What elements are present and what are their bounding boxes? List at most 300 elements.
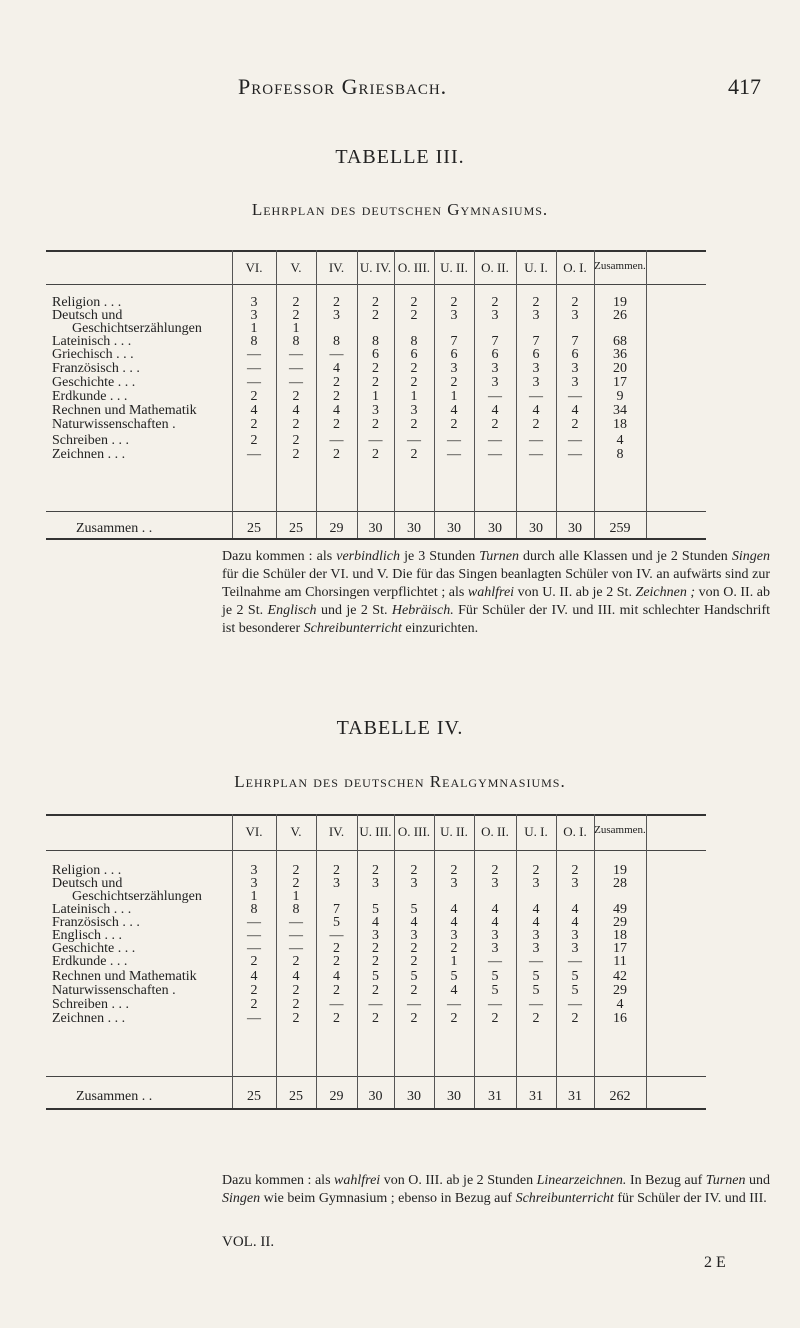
table3-cell: — [247, 375, 261, 390]
table3-cell: 8 [616, 447, 624, 462]
table4-column-header: O. I. [563, 824, 587, 839]
table4-cell: 4 [450, 983, 458, 998]
table4-cell: 4 [333, 969, 340, 984]
table4-cell: 5 [532, 983, 540, 998]
table4-cell: — [289, 941, 303, 956]
table3-column-header: V. [290, 260, 302, 275]
table4-cell: 18 [613, 928, 627, 943]
table4-cell: 3 [491, 876, 499, 891]
table4-cell: — [568, 997, 582, 1012]
table4-cell: 5 [571, 983, 579, 998]
table4-header-rule [46, 850, 706, 851]
table4-cell: 28 [613, 876, 627, 891]
note-emphasis: Singen [731, 549, 770, 564]
table3-cell: 2 [410, 308, 418, 323]
table3-cell: 3 [333, 308, 340, 323]
table3-cell: 4 [250, 403, 258, 418]
table4-column-header: U. III. [359, 824, 392, 839]
table3-cell: 8 [410, 334, 418, 349]
table3-cell: — [247, 447, 261, 462]
table4-cell: — [529, 954, 543, 969]
table3-column-header: IV. [328, 260, 345, 275]
table3-cell: — [488, 389, 502, 404]
table4-cell: 5 [333, 915, 340, 930]
table3-row-label: Deutsch und [52, 308, 123, 323]
table3-cell: 3 [532, 308, 540, 323]
table4-cell: 2 [372, 863, 379, 878]
table4-cell: — [329, 997, 344, 1012]
table3-bottom-rule [46, 538, 706, 540]
table3-cell: — [447, 433, 461, 448]
table4-cell: 2 [250, 954, 258, 969]
table3-cell: 1 [372, 389, 379, 404]
table3-cell: 2 [372, 447, 379, 462]
table4-row-label: Deutsch und [52, 876, 123, 891]
table4-cell: 4 [372, 915, 379, 930]
table3-cell: 6 [372, 347, 379, 362]
table4-cell: 11 [613, 954, 627, 969]
table3-cell: 3 [410, 403, 418, 418]
signature-mark: 2 E [704, 1254, 726, 1271]
table3-header-rule [46, 284, 706, 285]
table4-cell: 5 [410, 902, 418, 917]
table4-cell: — [247, 941, 261, 956]
table4-cell: 2 [450, 863, 458, 878]
table4-cell: 1 [450, 954, 458, 969]
table4-total-cell: 31 [568, 1089, 582, 1104]
table4-cell: 2 [410, 954, 418, 969]
table4-cell: 17 [613, 941, 627, 956]
table3-cell: 3 [571, 361, 579, 376]
note-emphasis: wahlfrei [467, 585, 515, 600]
table4-cell: 2 [333, 983, 340, 998]
table3-note [222, 548, 770, 638]
table4-cell: 42 [613, 969, 627, 984]
table4-cell: 2 [372, 983, 379, 998]
table4-total-cell: 30 [368, 1089, 383, 1104]
table3-total-cell: 30 [529, 521, 543, 536]
table3-cell: 2 [372, 308, 379, 323]
table3-total-cell: 30 [568, 521, 582, 536]
table3-cell: — [407, 433, 421, 448]
table4-cell: 3 [532, 941, 540, 956]
note-text: von O. III. ab je 2 Stunden [380, 1173, 537, 1188]
table4-cell: 5 [532, 969, 540, 984]
table3-cell: 2 [372, 295, 379, 310]
table3-cell: 2 [410, 361, 418, 376]
note-emphasis: Singen [222, 1191, 261, 1206]
table4-cell: 2 [372, 954, 379, 969]
running-title: Professor Griesbach. [238, 74, 448, 99]
table4-cell: 3 [571, 941, 579, 956]
table4-row-label: Englisch . . . [52, 928, 122, 943]
table4-cell: — [247, 928, 261, 943]
table4-cell: 2 [491, 1011, 499, 1026]
table3-cell: 6 [491, 347, 499, 362]
table3-cell: 1 [450, 389, 458, 404]
table4-cell: 3 [571, 876, 579, 891]
table4-cell: — [247, 1011, 261, 1026]
table3-cell: 2 [532, 417, 540, 432]
table3-cell: 2 [333, 417, 340, 432]
table4-column-header: U. I. [524, 824, 548, 839]
table3-cell: 3 [571, 375, 579, 390]
table3-cell: — [289, 361, 303, 376]
table4-cell: — [407, 997, 421, 1012]
table3-cell: 26 [613, 308, 627, 323]
table3-cell: 4 [616, 433, 624, 448]
table4-cell: 3 [410, 928, 418, 943]
table3-top-rule [46, 250, 706, 252]
table3-cell: 2 [292, 417, 300, 432]
table4-cell: 3 [532, 876, 540, 891]
table4-title: TABELLE IV. [336, 717, 464, 739]
table4-total-cell: 262 [609, 1089, 631, 1104]
table4-cell: 2 [571, 863, 579, 878]
table3-cell: 4 [333, 361, 340, 376]
table3-total-label: Zusammen . . [76, 521, 153, 536]
table4-cell: 29 [613, 983, 627, 998]
table4-cell: 2 [333, 863, 340, 878]
table4-cell: 3 [250, 876, 258, 891]
table4-row-label: Zeichnen . . . [52, 1011, 126, 1026]
table4-row-label: Geschichte . . . [52, 941, 136, 956]
table4-row-label: Schreiben . . . [52, 997, 129, 1012]
note-text: wie beim Gymnasium ; ebenso in Bezug auf [260, 1191, 516, 1206]
table3-cell: 3 [372, 403, 379, 418]
table4-total-rule [46, 1076, 706, 1077]
table4-cell: 2 [410, 1011, 418, 1026]
table3-column-header: O. II. [481, 260, 509, 275]
note-text: durch alle Klassen und je 2 Stunden [518, 549, 732, 564]
table4-bottom-rule [46, 1108, 706, 1110]
table4-cell: 16 [613, 1011, 627, 1026]
table4-column-header: VI. [245, 824, 263, 839]
table4-cell: 5 [491, 969, 499, 984]
table3-cell: 8 [333, 334, 340, 349]
table4-row-label: Geschichtserzählungen [72, 889, 202, 904]
table4-cell: 19 [613, 863, 627, 878]
table4-cell: 3 [450, 876, 458, 891]
table3-row-label: Rechnen und Mathematik [52, 403, 197, 418]
table4-cell: 4 [491, 915, 499, 930]
table3-cell: — [529, 447, 543, 462]
note-emphasis: Schreibunterricht [515, 1191, 614, 1206]
table3-column-header: Zusammen. [594, 260, 646, 272]
table3-cell: 2 [410, 417, 418, 432]
table4-cell: 3 [250, 863, 258, 878]
table3-cell: 3 [491, 361, 499, 376]
note-emphasis: Schreibunterricht [303, 621, 402, 636]
note-emphasis: Englisch [267, 603, 317, 618]
table3-total-cell: 25 [247, 521, 261, 536]
note-text: für Schüler der IV. und III. [613, 1191, 767, 1206]
note-text: Dazu kommen : als [222, 1173, 335, 1188]
table4-cell: — [488, 954, 502, 969]
table4-cell: — [289, 915, 303, 930]
table3-cell: 2 [250, 417, 258, 432]
table3-cell: 2 [532, 295, 540, 310]
table4-cell: 2 [292, 954, 300, 969]
table4-total-cell: 30 [407, 1089, 421, 1104]
table4-cell: 4 [616, 997, 624, 1012]
table3-cell: 1 [410, 389, 418, 404]
table4-cell: 5 [410, 969, 418, 984]
table3-cell: — [247, 347, 261, 362]
table3-column-header: U. I. [524, 260, 548, 275]
table3-cell: 8 [372, 334, 379, 349]
table3-row-label: Lateinisch . . . [52, 334, 132, 349]
table3-cell: 2 [491, 295, 499, 310]
table3-column-header: U. II. [440, 260, 468, 275]
table3-column-header: U. IV. [359, 260, 392, 275]
table3-cell: 2 [333, 295, 340, 310]
table4-cell: 2 [292, 876, 300, 891]
table3-row-label: Zeichnen . . . [52, 447, 126, 462]
table3-cell: 2 [372, 361, 379, 376]
table3-cell: — [488, 447, 502, 462]
table4-cell: 4 [250, 969, 258, 984]
table4-cell: 2 [450, 941, 458, 956]
table4-total-cell: 31 [529, 1089, 543, 1104]
table4-column-header: V. [290, 824, 302, 839]
table3-cell: 4 [532, 403, 540, 418]
running-head [0, 74, 800, 104]
table4-cell: 2 [532, 1011, 540, 1026]
table3-cell: 2 [333, 389, 340, 404]
table4-cell: 2 [333, 954, 340, 969]
table4-cell: 5 [372, 902, 379, 917]
table3-total-cell: 29 [329, 521, 344, 536]
table3-cell: 2 [292, 447, 300, 462]
table4-cell: — [247, 915, 261, 930]
table3-cell: 3 [491, 308, 499, 323]
table3-cell: 2 [491, 417, 499, 432]
table3-cell: 2 [333, 447, 340, 462]
table3-cell: 7 [532, 334, 540, 349]
table4-cell: — [529, 997, 543, 1012]
note-text: je 3 Stunden [400, 549, 480, 564]
table4-cell: 3 [410, 876, 418, 891]
table3-cell: 2 [250, 433, 258, 448]
table4-cell: 2 [292, 1011, 300, 1026]
table4-cell: 2 [571, 1011, 579, 1026]
table3-subtitle: Lehrplan des deutschen Gymnasiums. [251, 200, 549, 219]
table4-row-label: Religion . . . [52, 863, 122, 878]
table3-cell: 20 [613, 361, 627, 376]
table4-column-header: IV. [328, 824, 345, 839]
table3-cell: 34 [613, 403, 627, 418]
note-text: für die Schüler der VI. und V. Die für das Singen beanlagten Schüler von IV. an aufwärts sind zur Teilnahme am Chorsingen verpflichtet ; als [222, 567, 770, 600]
table3-row-label: Griechisch . . . [52, 347, 134, 362]
table3-total-cell: 25 [289, 521, 303, 536]
table3-total-cell: 259 [609, 521, 631, 536]
table3-cell: 8 [292, 334, 300, 349]
note-text: Für Schüler der IV. und III. mit schlechter Handschrift ist besonderer [222, 603, 770, 636]
table3-cell: 2 [372, 417, 379, 432]
note-text: und je 2 St. [316, 603, 392, 618]
table3-total-cell: 30 [368, 521, 383, 536]
table4-total-cell: 31 [488, 1089, 502, 1104]
table3-cell: 2 [372, 375, 379, 390]
table3-cell: 2 [410, 447, 418, 462]
table3-cell: 4 [450, 403, 458, 418]
table3-cell: 2 [292, 295, 300, 310]
table4-cell: 4 [491, 902, 499, 917]
table3-cell: — [329, 347, 344, 362]
table4-cell: 8 [250, 902, 258, 917]
table4-cell: 3 [571, 928, 579, 943]
table4-cell: 2 [372, 1011, 379, 1026]
table4-cell: — [289, 928, 303, 943]
table3-cell: 4 [491, 403, 499, 418]
table4-cell: 1 [250, 889, 258, 904]
table3-column-header: O. III. [397, 260, 431, 275]
table4-cell: 3 [491, 941, 499, 956]
table4-cell: 2 [372, 941, 379, 956]
table3-total-cell: 30 [488, 521, 502, 536]
table4-cell: — [488, 997, 502, 1012]
table3-cell: — [447, 447, 461, 462]
table4-cell: 5 [372, 969, 379, 984]
table4-cell: 4 [292, 969, 300, 984]
table3-cell: 3 [532, 361, 540, 376]
table4-cell: 4 [532, 915, 540, 930]
table4-cell: 3 [532, 928, 540, 943]
table3-cell: 3 [571, 308, 579, 323]
table4-cell: 49 [613, 902, 627, 917]
table3-cell: — [368, 433, 383, 448]
table4-cell: 3 [372, 928, 379, 943]
table4-cell: 2 [250, 983, 258, 998]
table3-cell: — [529, 433, 543, 448]
table4-cell: 8 [292, 902, 300, 917]
table4-cell: 29 [613, 915, 627, 930]
table3-cell: 17 [613, 375, 627, 390]
table3-cell: 4 [292, 403, 300, 418]
table4-cell: — [329, 928, 344, 943]
table3-cell: 4 [333, 403, 340, 418]
note-text: und [745, 1173, 770, 1188]
table3-cell: 1 [292, 321, 300, 336]
table4-column-header: U. II. [440, 824, 468, 839]
table4-total-label: Zusammen . . [76, 1089, 153, 1104]
table4-total-cell: 25 [247, 1089, 261, 1104]
table3-column-header: O. I. [563, 260, 587, 275]
table3-cell: 7 [571, 334, 579, 349]
table3-cell: — [488, 433, 502, 448]
note-text: von O. II. ab je 2 St. [222, 585, 770, 618]
table3-cell: 68 [613, 334, 627, 349]
table4-cell: 2 [410, 983, 418, 998]
table4-cell: 5 [491, 983, 499, 998]
table3-cell: 7 [491, 334, 499, 349]
table4-cell: 4 [450, 915, 458, 930]
table3-row-label: Religion . . . [52, 295, 122, 310]
table3-cell: 6 [532, 347, 540, 362]
table3-cell: 3 [450, 361, 458, 376]
table4-cell: 2 [491, 863, 499, 878]
note-text: In Bezug auf [626, 1173, 706, 1188]
table4-cell: 2 [410, 863, 418, 878]
table3-row-label: Erdkunde . . . [52, 389, 128, 404]
table3-row-label: Geschichte . . . [52, 375, 136, 390]
table3-cell: — [329, 433, 344, 448]
table4-cell: — [368, 997, 383, 1012]
table4-total-cell: 25 [289, 1089, 303, 1104]
table4-row-label: Rechnen und Mathematik [52, 969, 197, 984]
table3-cell: 3 [250, 295, 258, 310]
table3-cell: 19 [613, 295, 627, 310]
table4-cell: — [447, 997, 461, 1012]
note-text: einzurichten. [401, 621, 479, 636]
table3-total-cell: 30 [407, 521, 421, 536]
table4-cell: 5 [450, 969, 458, 984]
table3-cell: — [247, 361, 261, 376]
table3-row-label: Französisch . . . [52, 361, 140, 376]
table4-row-label: Naturwissenschaften . [52, 983, 176, 998]
table3-cell: 2 [450, 417, 458, 432]
table3-cell: 9 [616, 389, 624, 404]
table4-cell: 3 [450, 928, 458, 943]
page-number: 417 [728, 74, 761, 99]
note-emphasis: wahlfrei [334, 1173, 381, 1188]
table4-top-rule [46, 814, 706, 816]
table3-cell: 36 [613, 347, 627, 362]
table4-cell: 2 [333, 941, 340, 956]
table4-cell: 2 [410, 941, 418, 956]
volume-label: VOL. II. [222, 1234, 275, 1250]
table3-row-label: Naturwissenschaften . [52, 417, 176, 432]
note-emphasis: Zeichnen ; [635, 585, 696, 600]
table4-row-label: Französisch . . . [52, 915, 140, 930]
table4-cell: 4 [571, 915, 579, 930]
table3-cell: 6 [410, 347, 418, 362]
table3-cell: 6 [571, 347, 579, 362]
table3-cell: — [568, 433, 582, 448]
table3-cell: 8 [250, 334, 258, 349]
table3-cell: 3 [532, 375, 540, 390]
table4-cell: 5 [571, 969, 579, 984]
table4-cell: 4 [571, 902, 579, 917]
table3-cell: — [568, 447, 582, 462]
table4-column-header: O. II. [481, 824, 509, 839]
table4-cell: 2 [250, 997, 258, 1012]
table3-row-label: Geschichtserzählungen [72, 321, 202, 336]
table3-cell: 3 [491, 375, 499, 390]
table4-cell: 2 [292, 863, 300, 878]
table4-row-label: Erdkunde . . . [52, 954, 128, 969]
table3-cell: 2 [410, 295, 418, 310]
note-emphasis: Linearzeichnen. [536, 1173, 627, 1188]
table3-column-header: VI. [245, 260, 263, 275]
table4-column-header: O. III. [397, 824, 431, 839]
table4-cell: 3 [491, 928, 499, 943]
table3-cell: 2 [571, 417, 579, 432]
table3-cell: 4 [571, 403, 579, 418]
table4-cell: 3 [372, 876, 379, 891]
table3-cell: 3 [250, 308, 258, 323]
table3-cell: 2 [250, 389, 258, 404]
note-text: von U. II. ab je 2 St. [514, 585, 636, 600]
note-text: Dazu kommen : als [222, 549, 337, 564]
table3-cell: — [568, 389, 582, 404]
table3-cell: 2 [571, 295, 579, 310]
table4-note [222, 1172, 770, 1208]
table3-title: TABELLE III. [335, 146, 465, 168]
table3-cell: 2 [410, 375, 418, 390]
table4-cell: 4 [450, 902, 458, 917]
